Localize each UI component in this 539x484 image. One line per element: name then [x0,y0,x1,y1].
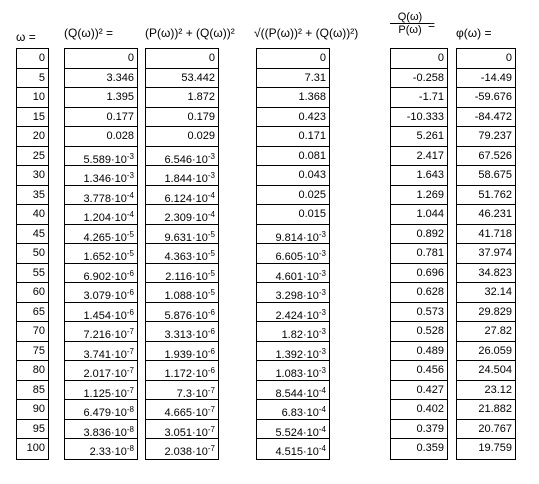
table-cell: 80 [17,361,48,381]
table-cell: $1.939\cdot 10^{-6}$ [146,342,218,362]
table-cell: 0 [257,49,329,69]
table-cell: $2.116\cdot 10^{-5}$ [146,264,218,284]
table-cell: $9.814\cdot 10^{-3}$ [257,225,329,245]
column-sqrt [256,48,330,460]
table-cell: 0.015 [257,205,329,225]
header-ratio-equals-label: = [428,18,436,32]
table-cell: $6.479\cdot 10^{-8}$ [65,400,137,420]
table-cell: $1.125\cdot 10^{-7}$ [65,381,137,401]
table-cell: $1.844\cdot 10^{-3}$ [146,166,218,186]
table-cell: 85 [17,381,48,401]
table-cell: 50 [17,244,48,264]
table-cell: 0.171 [257,127,329,147]
table-cell: $4.601\cdot 10^{-3}$ [257,264,329,284]
table-cell: $2.038\cdot 10^{-7}$ [164,444,215,458]
table-cell: 21.882 [457,400,515,420]
table-cell: 20.767 [457,420,515,440]
table-cell: 1.269 [391,186,447,206]
table-cell: 0 [391,49,447,69]
table-cell: $6.902\cdot 10^{-6}$ [65,264,137,284]
table-cell: 15 [17,108,48,128]
table-cell: -1.71 [391,88,447,108]
table-cell: 29.829 [457,303,515,323]
table-cell: $7.3\cdot 10^{-7}$ [146,381,218,401]
table-cell: 0.528 [391,322,447,342]
table-cell: $7.216\cdot 10^{-7}$ [65,322,137,342]
table-cell: $3.778\cdot 10^{-4}$ [65,186,137,206]
table-cell: 0.029 [146,127,218,147]
table-cell: $5.876\cdot 10^{-6}$ [146,303,218,323]
table-cell: 25 [17,147,48,167]
table-cell: 40 [17,205,48,225]
table-cell: 3.346 [65,69,137,89]
table-cell: 20 [17,127,48,147]
table-cell: 0 [17,49,48,69]
header-ratio [390,11,430,36]
table-cell: 30 [17,166,48,186]
table-cell: -10.333 [391,108,447,128]
table-cell: $3.836\cdot 10^{-8}$ [65,420,137,440]
table-cell: $6.546\cdot 10^{-3}$ [146,147,218,167]
table-cell: 26.059 [457,342,515,362]
table-cell: $4.265\cdot 10^{-5}$ [65,225,137,245]
table-cell: 46.231 [457,205,515,225]
table-cell: $3.079\cdot 10^{-6}$ [65,283,137,303]
column-omega [16,48,49,460]
table-cell: 0.043 [257,166,329,186]
column-ratio [390,48,448,460]
table-cell: 1.872 [146,88,218,108]
table-cell: $2.33\cdot 10^{-8}$ [89,444,134,458]
table-cell: $1.083\cdot 10^{-3}$ [257,361,329,381]
table-cell: $1.346\cdot 10^{-3}$ [65,166,137,186]
table-cell: 0.892 [391,225,447,245]
table-cell: 1.044 [391,205,447,225]
table-cell: 53.442 [146,69,218,89]
table-cell: $1.652\cdot 10^{-5}$ [65,244,137,264]
table-cell: 5.261 [391,127,447,147]
header-phi-label: φ(ω) = [456,26,492,40]
table-cell: $6.605\cdot 10^{-3}$ [257,244,329,264]
table-cell: 55 [17,264,48,284]
table-cell: $2.309\cdot 10^{-4}$ [146,205,218,225]
table-cell: 75 [17,342,48,362]
table-cell: 0.025 [257,186,329,206]
table-cell: 79.237 [457,127,515,147]
header-qsq-label: (Q(ω))² = [64,26,114,40]
table-cell: 51.762 [457,186,515,206]
header-ratio-numerator: Q(ω) [390,11,430,24]
table-cell: 32.14 [457,283,515,303]
table-cell: $2.424\cdot 10^{-3}$ [257,303,329,323]
table-cell: 1.643 [391,166,447,186]
table-cell: 0.359 [416,442,444,454]
table-cell: $1.088\cdot 10^{-5}$ [146,283,218,303]
table-cell: -0.258 [391,69,447,89]
table-cell: 0.423 [257,108,329,128]
table-cell: 0.427 [391,381,447,401]
table-cell: 0 [146,49,218,69]
table-cell: 0 [65,49,137,69]
table-cell: $1.82\cdot 10^{-3}$ [257,322,329,342]
table-cell: $6.124\cdot 10^{-4}$ [146,186,218,206]
table-cell: 0.696 [391,264,447,284]
table-cell: 58.675 [457,166,515,186]
table-cell: 27.82 [457,322,515,342]
table-cell: 95 [17,420,48,440]
table-cell: 5 [17,69,48,89]
table-cell: -84.472 [457,108,515,128]
table-cell: $4.363\cdot 10^{-5}$ [146,244,218,264]
table-cell: 0 [457,49,515,69]
table-cell: 7.31 [257,69,329,89]
table-cell: $4.515\cdot 10^{-4}$ [275,444,326,458]
table-cell: 100 [26,442,45,454]
table-cell: -14.49 [457,69,515,89]
table-cell: $1.392\cdot 10^{-3}$ [257,342,329,362]
header-sqrt-label: √((P(ω))² + (Q(ω))²) [254,26,359,40]
table-cell: $1.172\cdot 10^{-6}$ [146,361,218,381]
table-cell: 0.379 [391,420,447,440]
table-cell: $3.313\cdot 10^{-6}$ [146,322,218,342]
header-qsq [64,26,113,40]
table-cell: $6.83\cdot 10^{-4}$ [257,400,329,420]
table-cell: 65 [17,303,48,323]
table-cell: $3.298\cdot 10^{-3}$ [257,283,329,303]
table-cell: 24.504 [457,361,515,381]
header-psq-qsq-label: (P(ω))² + (Q(ω))² [145,26,235,40]
table-cell: $1.204\cdot 10^{-4}$ [65,205,137,225]
table-cell: 0.456 [391,361,447,381]
table-cell: $3.051\cdot 10^{-7}$ [146,420,218,440]
table-cell: 45 [17,225,48,245]
table-cell: 0.402 [391,400,447,420]
table-cell: 0.177 [65,108,137,128]
header-sqrt [254,26,358,40]
table-cell: 0.489 [391,342,447,362]
header-omega [16,30,36,44]
table-cell: 37.974 [457,244,515,264]
table-cell: $3.741\cdot 10^{-7}$ [65,342,137,362]
table-cell: 41.718 [457,225,515,245]
table-cell: 34.823 [457,264,515,284]
table-cell: 67.526 [457,147,515,167]
table-cell: 60 [17,283,48,303]
table-cell: 0.179 [146,108,218,128]
table-cell: 35 [17,186,48,206]
table-cell: 0.781 [391,244,447,264]
header-phi [456,26,491,40]
table-cell: 1.395 [65,88,137,108]
column-psq-qsq [145,48,219,460]
table-cell: $5.524\cdot 10^{-4}$ [257,420,329,440]
header-ratio-equals [428,18,435,32]
table-cell: 19.759 [478,442,512,454]
header-ratio-denominator: P(ω) [398,24,422,36]
column-qsq [64,48,138,460]
table-cell: 10 [17,88,48,108]
table-cell: $9.631\cdot 10^{-5}$ [146,225,218,245]
table-cell: 2.417 [391,147,447,167]
table-cell: 90 [17,400,48,420]
table-cell: $8.544\cdot 10^{-4}$ [257,381,329,401]
table-cell: $4.665\cdot 10^{-7}$ [146,400,218,420]
table-cell: $2.017\cdot 10^{-7}$ [65,361,137,381]
header-psq-qsq [145,26,235,40]
table-cell: 70 [17,322,48,342]
table-cell: 0.573 [391,303,447,323]
table-cell: 0.628 [391,283,447,303]
table-cell: $5.589\cdot 10^{-3}$ [65,147,137,167]
column-phi [456,48,516,460]
table-cell: 0.028 [65,127,137,147]
table-cell: $1.454\cdot 10^{-6}$ [65,303,137,323]
table-cell: 1.368 [257,88,329,108]
header-omega-label: ω = [16,30,36,44]
table-cell: 23.12 [457,381,515,401]
table-cell: 0.081 [257,147,329,167]
table-cell: -59.676 [457,88,515,108]
